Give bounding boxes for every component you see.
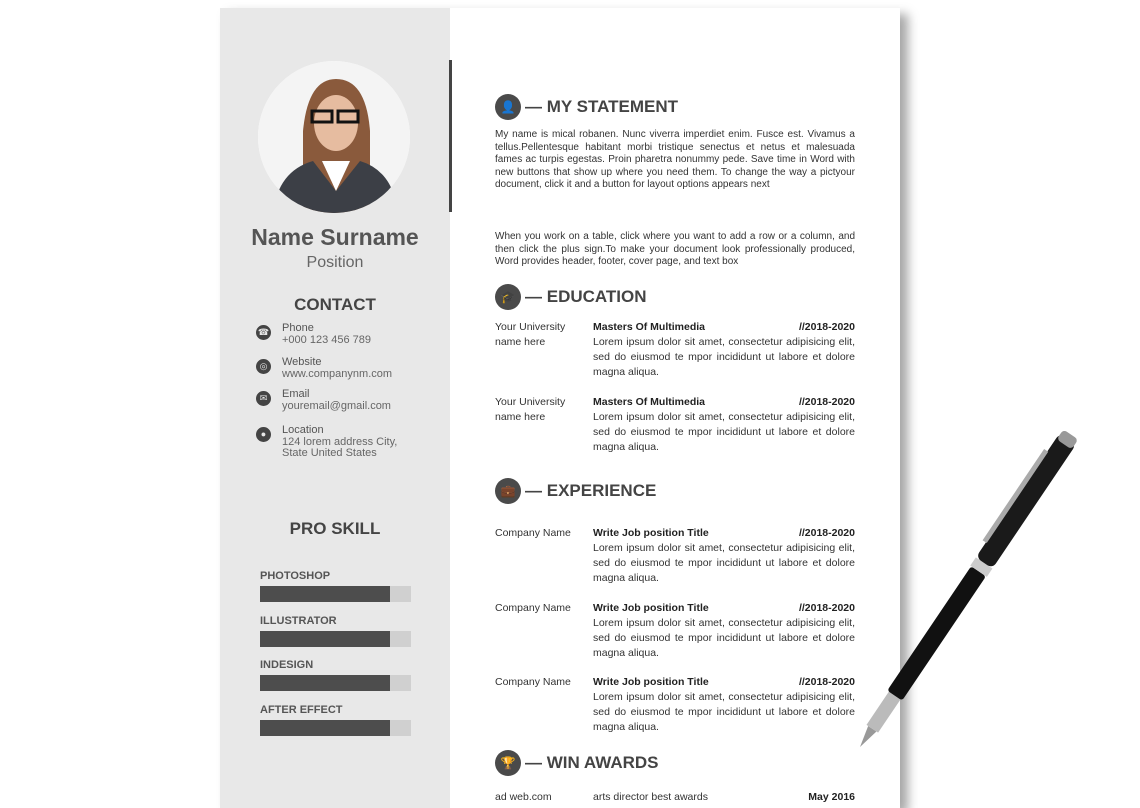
skill-item <box>260 615 411 647</box>
skill-label: ILLUSTRATOR <box>260 615 337 627</box>
user-icon: 👤 <box>495 94 521 120</box>
contact-website <box>256 357 446 380</box>
skill-bar <box>260 631 411 647</box>
email-icon: ✉ <box>256 391 271 406</box>
contact-value: 124 lorem address City, <box>282 435 398 448</box>
skill-label: PHOTOSHOP <box>260 570 331 582</box>
skill-bar <box>260 586 411 602</box>
entry-title: Masters Of Multimedia <box>593 396 706 408</box>
divider <box>449 60 452 212</box>
contact-heading: CONTACT <box>294 295 376 314</box>
contact-value: youremail@gmail.com <box>282 399 391 412</box>
entry-date: //2018-2020 <box>798 321 855 333</box>
entry-date: //2018-2020 <box>798 602 855 614</box>
contact-location <box>256 425 446 460</box>
entry-date: May 2016 <box>808 791 855 803</box>
entry-desc: Lorem ipsum dolor sit amet, consectetur adipisicing elit, sed do eiusmod te mpor incididunt ut labore et dolore magna aliqua. <box>593 691 855 733</box>
entry-org: ad web.com <box>495 791 552 803</box>
entry-title: Write Job position Title <box>593 602 709 614</box>
skill-label: AFTER EFFECT <box>260 704 343 716</box>
entry-date: //2018-2020 <box>798 676 855 688</box>
contact-value: www.companynm.com <box>282 367 393 380</box>
entry-org: Company Name <box>495 527 571 539</box>
skill-item <box>260 704 411 736</box>
contact-label: Location <box>282 424 324 436</box>
section-title: WIN AWARDS <box>546 753 659 772</box>
skill-bar <box>260 675 411 691</box>
entry-title: Write Job position Title <box>593 676 709 688</box>
phone-icon: ☎ <box>256 325 271 340</box>
section-title: EDUCATION <box>546 287 647 306</box>
profile-name: Name Surname <box>251 224 419 250</box>
trophy-icon: 🏆 <box>495 750 521 776</box>
entry-title: arts director best awards <box>593 791 708 803</box>
contact-value: +000 123 456 789 <box>282 333 372 346</box>
globe-icon: ◎ <box>256 359 271 374</box>
entry-desc: Lorem ipsum dolor sit amet, consectetur adipisicing elit, sed do eiusmod te mpor incididunt ut labore et dolore magna aliqua. <box>593 542 855 584</box>
skill-fill <box>260 631 390 647</box>
entry-desc: Lorem ipsum dolor sit amet, consectetur adipisicing elit, sed do eiusmod te mpor incididunt ut labore et dolore magna aliqua. <box>593 336 855 378</box>
entry-desc: Lorem ipsum dolor sit amet, consectetur adipisicing elit, sed do eiusmod te mpor incididunt ut labore et dolore magna aliqua. <box>593 617 855 659</box>
skill-fill <box>260 720 390 736</box>
contact-email <box>256 389 446 412</box>
profile-photo <box>258 61 410 213</box>
pen-image <box>850 425 1110 755</box>
contact-phone <box>256 323 446 346</box>
skill-fill <box>260 586 390 602</box>
entry-date: //2018-2020 <box>798 396 855 408</box>
skill-bar <box>260 720 411 736</box>
section-title: EXPERIENCE <box>546 481 657 500</box>
skill-item <box>260 659 411 691</box>
profile-position: Position <box>306 254 364 271</box>
contact-label: Phone <box>282 322 314 334</box>
entry-org: Your University name here <box>495 321 566 348</box>
contact-label: Website <box>282 356 322 368</box>
contact-label: Email <box>282 388 310 400</box>
skill-fill <box>260 675 390 691</box>
skill-item <box>260 570 411 602</box>
briefcase-icon: 💼 <box>495 478 521 504</box>
graduation-cap-icon: 🎓 <box>495 284 521 310</box>
contact-value: State United States <box>282 447 377 459</box>
section-title: MY STATEMENT <box>546 97 679 116</box>
statement-p1: My name is mical robanen. Nunc viverra imperdiet enim. Fusce est. Vivamus a tellus.Pellentesque habitant morbi tristique senectus et netus et malesuada fames ac turpis egestas. Proin pharetra nonummy pede. Save time in Word with new buttons that show up where you need them. To change the way a pictyour document, click it and a button for layout options appears next <box>495 129 855 190</box>
entry-title: Masters Of Multimedia <box>593 321 706 333</box>
entry-desc: Lorem ipsum dolor sit amet, consectetur adipisicing elit, sed do eiusmod te mpor incididunt ut labore et dolore magna aliqua. <box>593 411 855 453</box>
entry-title: Write Job position Title <box>593 527 709 539</box>
entry-org: Company Name <box>495 676 571 688</box>
entry-org: Your University name here <box>495 396 566 423</box>
entry-org: Company Name <box>495 602 571 614</box>
entry-date: //2018-2020 <box>798 527 855 539</box>
statement-p2: When you work on a table, click where you want to add a row or a column, and then click the plus sign.To make your document look professionally produced, Word provides header, footer, cover page, and text box <box>495 231 855 267</box>
skill-label: INDESIGN <box>260 659 314 671</box>
location-icon: ● <box>256 427 271 442</box>
skills-heading: PRO SKILL <box>289 519 381 538</box>
